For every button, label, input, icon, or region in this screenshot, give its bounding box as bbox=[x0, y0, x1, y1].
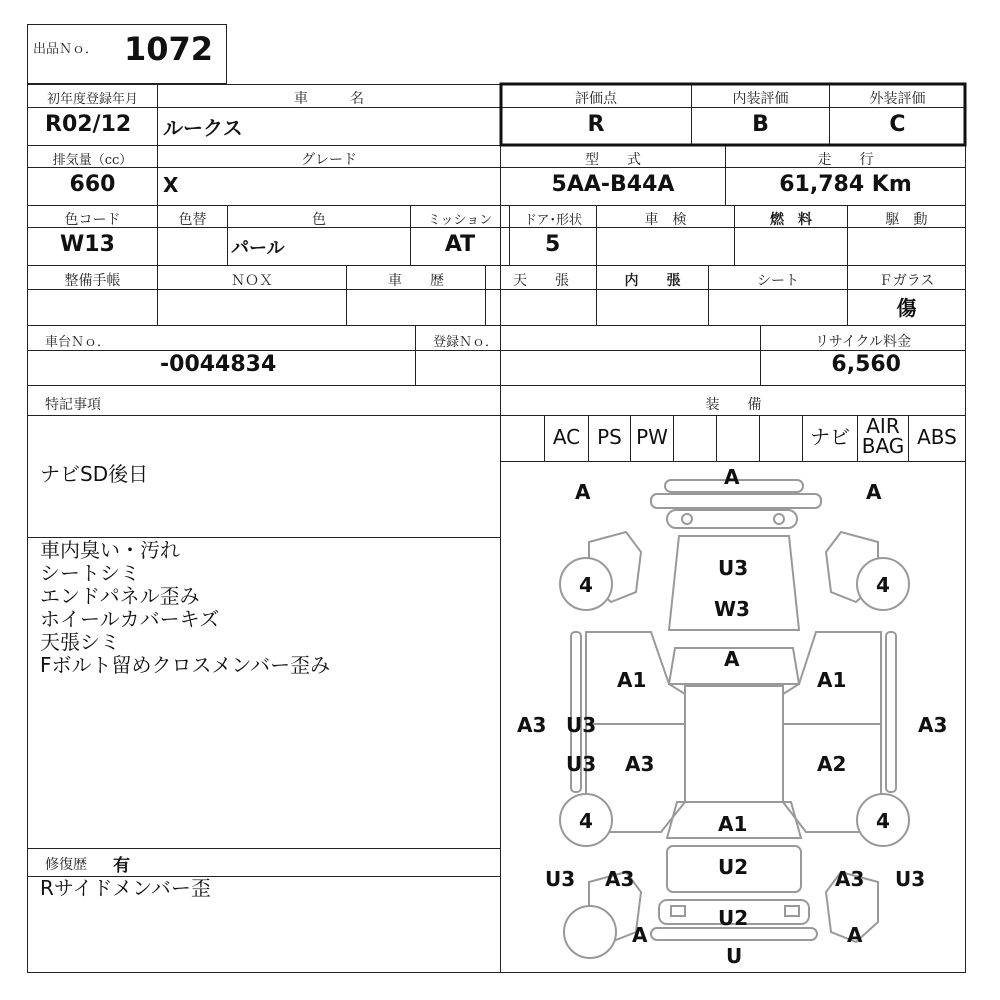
note-line: 天張シミ bbox=[40, 630, 120, 654]
mark-rear-corner-right: A bbox=[847, 923, 863, 947]
mark-rear-bumper: U2 bbox=[718, 906, 749, 930]
note-line: エンドパネル歪み bbox=[40, 584, 200, 608]
mission-value: AT bbox=[444, 232, 476, 257]
color-code-value: W13 bbox=[60, 232, 115, 257]
mark-sill-left: A3 bbox=[517, 713, 547, 737]
lot-number: 1072 bbox=[124, 30, 214, 68]
mark-windshield: W3 bbox=[714, 597, 750, 621]
chassis-no-value: -0044834 bbox=[160, 352, 277, 377]
recycle-fee-label: リサイクル料金 bbox=[814, 334, 912, 350]
mark-rear-window: A1 bbox=[718, 812, 748, 836]
mark-back-door: U2 bbox=[718, 855, 749, 879]
mark-rear-corner-left: A bbox=[632, 923, 648, 947]
grade-value: X bbox=[163, 173, 179, 197]
notes-top: ナビSD後日 bbox=[40, 462, 149, 486]
interior-grade-value: B bbox=[752, 112, 769, 137]
note-line: シートシミ bbox=[40, 561, 140, 585]
mark-hood: U3 bbox=[718, 556, 749, 580]
notes-list bbox=[40, 539, 330, 677]
equipment-abs: ABS bbox=[917, 425, 957, 449]
note-line: ホイールカバーキズ bbox=[40, 607, 220, 631]
color-value: パール bbox=[231, 238, 285, 259]
front-glass-value: 傷 bbox=[896, 296, 917, 320]
mission-label: ミッション bbox=[427, 213, 493, 228]
equipment-ac: AC bbox=[552, 425, 581, 449]
car-name-value: ルークス bbox=[163, 116, 243, 140]
front-glass-label: Ｆガラス bbox=[878, 273, 935, 289]
reg-date-label: 初年度登録年月 bbox=[46, 92, 138, 107]
mark-rear-door-left-lower: U3 bbox=[566, 752, 597, 776]
mark-wheel-front-left: 4 bbox=[579, 573, 593, 597]
mileage-label: 走 行 bbox=[817, 152, 874, 168]
mark-front-door-left: A1 bbox=[617, 668, 647, 692]
reg-date-value: R02/12 bbox=[45, 112, 132, 137]
mileage-value: 61,784 Km bbox=[779, 172, 912, 197]
model-value: 5AA-B44A bbox=[551, 172, 675, 197]
mark-sill-right: A3 bbox=[918, 713, 948, 737]
mark-rear-fender-right-outer: U3 bbox=[895, 867, 926, 891]
roof-liner-label: 天 張 bbox=[513, 273, 569, 289]
repaint-label: 色替 bbox=[178, 212, 207, 228]
mark-front-bumper: A bbox=[724, 465, 740, 489]
chassis-no-label: 車台Ｎｏ． bbox=[45, 335, 111, 350]
mark-roof: A bbox=[724, 647, 740, 671]
repair-note: Rサイドメンバー歪 bbox=[40, 876, 211, 900]
mark-wheel-rear-right: 4 bbox=[876, 809, 890, 833]
note-line: Fボルト留めクロスメンバー歪み bbox=[40, 653, 331, 677]
registration-no-label: 登録Ｎｏ． bbox=[433, 335, 499, 350]
car-name-label: 車 名 bbox=[294, 91, 364, 107]
mark-pillar-left: U3 bbox=[566, 713, 597, 737]
mark-rear-door-left: A3 bbox=[625, 752, 655, 776]
equipment-airbag: AIR BAG bbox=[861, 414, 905, 458]
fuel-label: 燃 料 bbox=[770, 212, 812, 228]
mark-wheel-front-right: 4 bbox=[876, 573, 890, 597]
score-label: 評価点 bbox=[575, 91, 617, 107]
interior-trim-label: 内 張 bbox=[624, 273, 681, 289]
mark-rear-fender-left-outer: U3 bbox=[545, 867, 576, 891]
displacement-value: 660 bbox=[69, 172, 116, 197]
mark-front-right: A bbox=[866, 480, 882, 504]
recycle-fee-value: 6,560 bbox=[831, 352, 901, 377]
mark-front-left: A bbox=[575, 480, 591, 504]
mark-under: U bbox=[726, 944, 743, 968]
equipment-pw: PW bbox=[636, 425, 668, 449]
color-label: 色 bbox=[312, 212, 326, 228]
displacement-label: 排気量（cc） bbox=[52, 153, 133, 168]
mark-rear-fender-right: A3 bbox=[835, 867, 865, 891]
repair-history-label: 修復歴 bbox=[45, 857, 87, 873]
maintenance-book-label: 整備手帳 bbox=[64, 273, 121, 289]
lot-label: 出品Ｎｏ． bbox=[33, 42, 99, 57]
exterior-grade-label: 外装評価 bbox=[869, 91, 926, 107]
mark-rear-fender-left: A3 bbox=[605, 867, 635, 891]
repair-history-value: 有 bbox=[113, 856, 130, 876]
interior-grade-label: 内装評価 bbox=[732, 91, 789, 107]
mark-front-door-right: A1 bbox=[817, 668, 847, 692]
note-line: 車内臭い・汚れ bbox=[40, 538, 180, 562]
equipment-ps: PS bbox=[597, 425, 622, 449]
exterior-grade-value: C bbox=[889, 112, 906, 137]
grade-label: グレード bbox=[301, 152, 357, 168]
drive-label: 駆 動 bbox=[885, 212, 928, 228]
door-value: 5 bbox=[545, 232, 561, 257]
inspection-label: 車 検 bbox=[644, 212, 687, 228]
mark-rear-door-right: A2 bbox=[817, 752, 847, 776]
color-code-label: 色コード bbox=[64, 212, 121, 228]
equipment-navi: ナビ bbox=[810, 425, 850, 449]
notes-label: 特記事項 bbox=[45, 397, 101, 413]
mark-wheel-rear-left: 4 bbox=[579, 809, 593, 833]
model-label: 型 式 bbox=[585, 152, 641, 168]
door-label: ドア･形状 bbox=[523, 213, 583, 228]
seat-label: シート bbox=[757, 273, 799, 289]
score-value: R bbox=[587, 112, 605, 137]
equipment-label: 装 備 bbox=[705, 397, 762, 413]
nox-label: ＮＯＸ bbox=[231, 273, 273, 289]
vehicle-history-label: 車 歴 bbox=[388, 273, 444, 289]
